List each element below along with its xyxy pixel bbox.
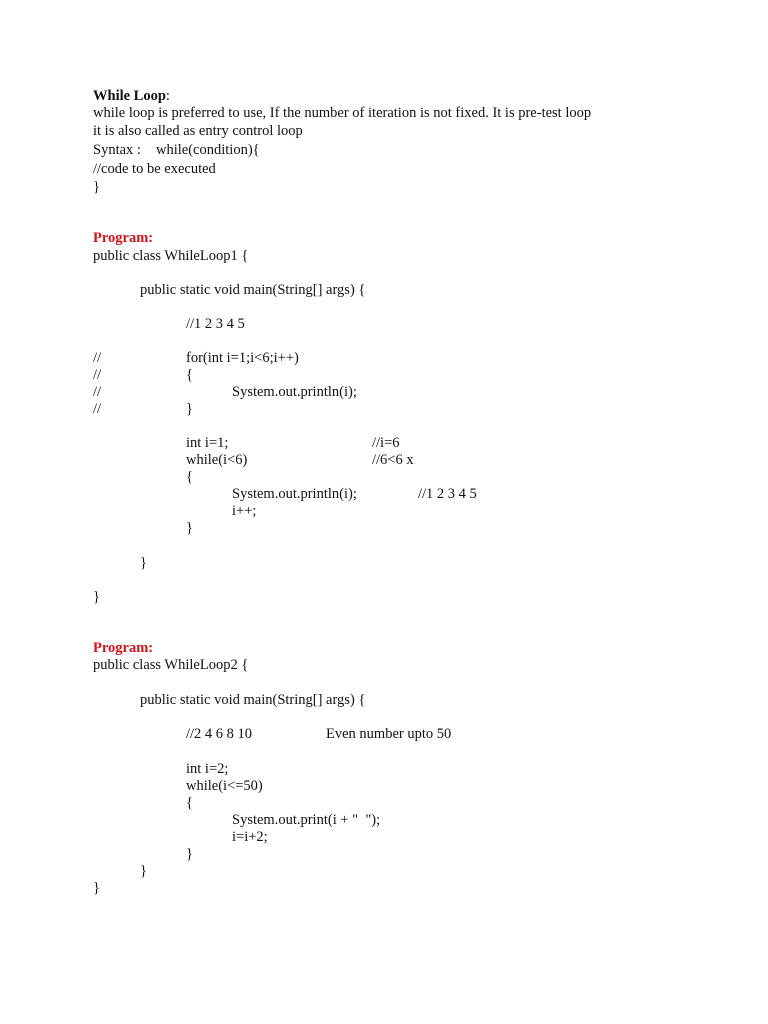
program1-while-println-comment: //1 2 3 4 5 — [418, 486, 477, 502]
program2-while-close-brace: } — [186, 846, 193, 862]
program1-heading: Program: — [93, 230, 154, 246]
program2-class-decl: public class WhileLoop2 { — [93, 657, 249, 673]
syntax-body: //code to be executed — [93, 161, 216, 177]
program1-init: int i=1; — [186, 435, 229, 451]
syntax-close: } — [93, 179, 100, 195]
syntax-code: while(condition){ — [156, 142, 260, 158]
program1-for-open-brace: { — [186, 367, 193, 383]
program1-class-decl: public class WhileLoop1 { — [93, 248, 249, 264]
program2-class-close-brace: } — [93, 880, 100, 896]
section-title-text: While Loop — [93, 88, 166, 104]
program1-for-println: System.out.println(i); — [232, 384, 357, 400]
program1-while-open-brace: { — [186, 469, 193, 485]
program1-while-comment: //6<6 x — [372, 452, 414, 468]
program1-comment-seq: //1 2 3 4 5 — [186, 316, 245, 332]
section-title-colon: : — [165, 88, 170, 104]
program2-while-open-brace: { — [186, 795, 193, 811]
program1-for-line: for(int i=1;i<6;i++) — [186, 350, 299, 366]
intro-line-1: while loop is preferred to use, If the number of iteration is not fixed. It is pre-test loop — [93, 105, 592, 121]
program2-main-close-brace: } — [140, 863, 147, 879]
program1-class-close-brace: } — [93, 589, 100, 605]
program2-while-line: while(i<=50) — [186, 778, 263, 794]
program1-init-comment: //i=6 — [372, 435, 400, 451]
program1-increment: i++; — [232, 503, 257, 519]
program2-main-decl: public static void main(String[] args) { — [140, 692, 366, 708]
program1-comment-mark-1: // — [93, 350, 102, 366]
program2-increment: i=i+2; — [232, 829, 268, 845]
program2-comment-seq: //2 4 6 8 10 — [186, 726, 253, 742]
program1-while-line: while(i<6) — [186, 452, 248, 468]
program2-comment-desc: Even number upto 50 — [326, 726, 452, 742]
program1-comment-mark-2: // — [93, 367, 102, 383]
program1-while-close-brace: } — [186, 520, 193, 536]
program2-init: int i=2; — [186, 761, 229, 777]
program2-print: System.out.print(i + " "); — [232, 812, 381, 828]
program1-for-close-brace: } — [186, 401, 193, 417]
section-title — [93, 88, 170, 105]
syntax-label: Syntax : — [93, 142, 141, 158]
intro-line-2: it is also called as entry control loop — [93, 123, 303, 139]
program1-main-close-brace: } — [140, 555, 147, 571]
program1-comment-mark-4: // — [93, 401, 102, 417]
program1-comment-mark-3: // — [93, 384, 102, 400]
program2-heading: Program: — [93, 640, 154, 656]
program1-main-decl: public static void main(String[] args) { — [140, 282, 366, 298]
program1-while-println: System.out.println(i); — [232, 486, 357, 502]
